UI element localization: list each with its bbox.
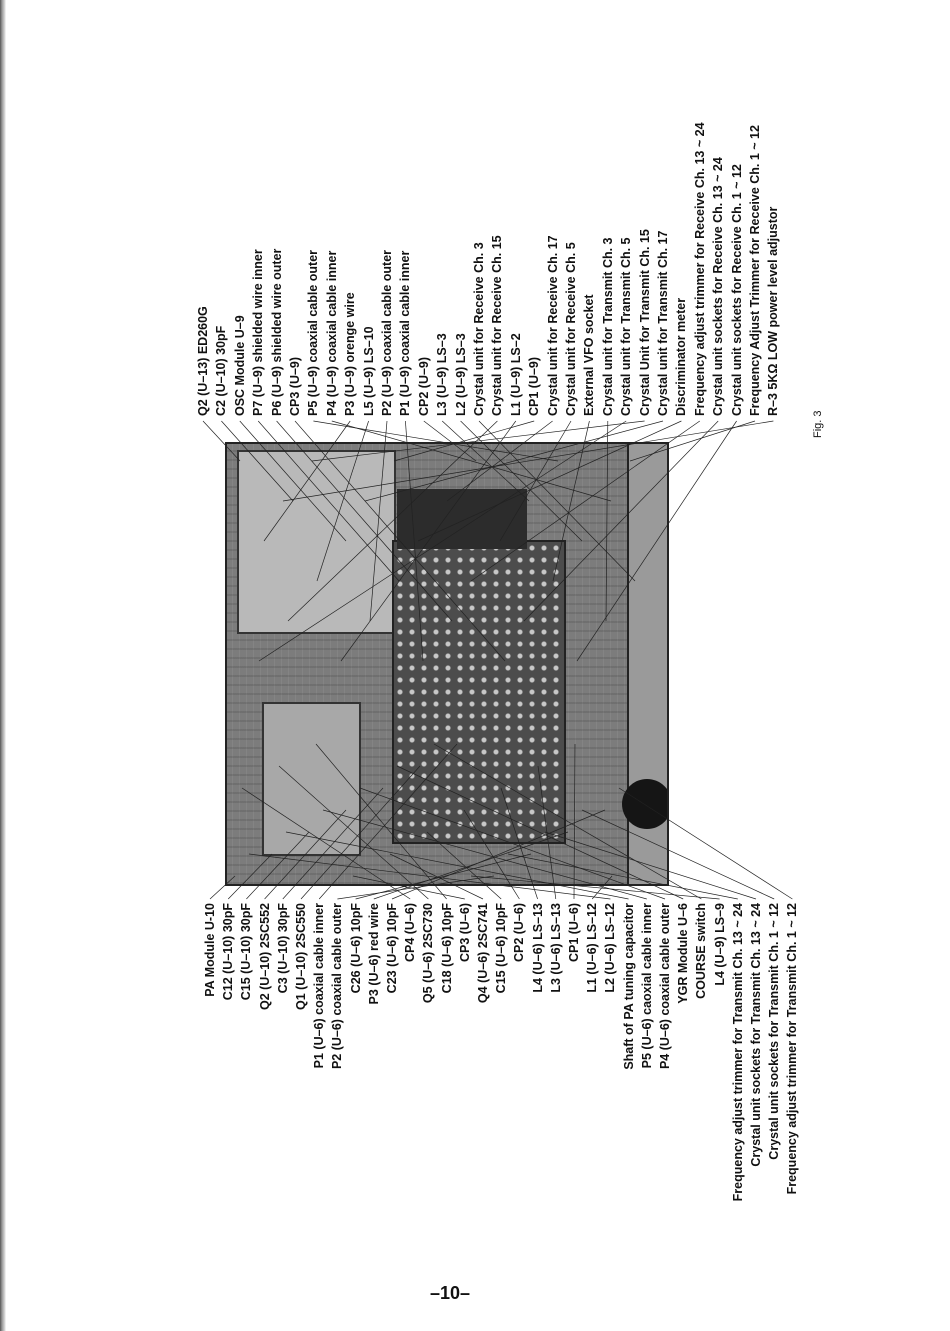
left-label: L2 (U–6) LS–12: [603, 903, 618, 993]
leader-line: [390, 854, 483, 899]
right-label: Discriminator meter: [674, 297, 689, 416]
leader-line: [574, 744, 575, 899]
leader-line: [365, 421, 663, 501]
right-label: L3 (U–9) LS–3: [435, 333, 450, 416]
right-label: C2 (U–10) 30pF: [214, 325, 229, 416]
page-number: –10–: [430, 1283, 471, 1303]
left-label: C15 (U–10) 30pF: [239, 903, 254, 1001]
right-label: P5 (U–9) coaxial cable outer: [306, 249, 321, 416]
right-label: Frequency adjust trimmer for Receive Ch. 13 ~ 24: [692, 122, 707, 416]
left-label: C18 (U–6) 10pF: [439, 903, 454, 994]
leader-line: [447, 421, 553, 501]
leader-line: [501, 788, 538, 899]
leader-line: [606, 421, 608, 621]
leader-line: [374, 832, 568, 899]
leader-line: [370, 421, 387, 621]
left-label: L4 (U–6) LS–13: [530, 903, 545, 993]
left-label: CP1 (U–6): [567, 903, 581, 963]
leader-line: [258, 421, 399, 581]
leader-line: [265, 810, 346, 899]
left-label: C15 (U–6) 10pF: [494, 903, 509, 994]
leader-line: [394, 421, 534, 461]
leader-line: [317, 421, 369, 581]
right-label: P3 (U–9) orenge wire: [343, 292, 358, 416]
right-label: L5 (U–9) LS–10: [361, 326, 376, 416]
right-label: Frequency Adjust Trimmer for Receive Ch. 1 ~ 12: [748, 125, 762, 416]
leader-line: [295, 421, 505, 661]
leader-line: [313, 421, 558, 461]
right-label: External VFO socket: [582, 294, 597, 416]
right-label: P6 (U–9) shielded wire outer: [269, 248, 284, 416]
right-label: Crystal unit for Transmit Ch. 17: [656, 230, 670, 416]
leader-line: [418, 421, 681, 541]
leader-line: [277, 421, 452, 621]
leader-line: [323, 810, 647, 899]
left-label: YGR Module U–6: [676, 903, 691, 1004]
left-label: P1 (U–6) coaxial cable inner: [312, 903, 327, 1069]
left-label: CP3 (U–6): [457, 903, 472, 963]
left-label: P2 (U–6) coaxial cable outer: [330, 903, 345, 1070]
right-label: Crystal unit sockets for Receive Ch. 1 ~ 12: [729, 164, 744, 416]
left-label: Q2 (U–10) 2SC552: [257, 903, 272, 1011]
right-label: P1 (U–9) coaxial cable inner: [398, 250, 413, 416]
leader-line: [500, 421, 571, 541]
left-label: L1 (U–6) LS–12: [585, 903, 600, 993]
right-label: Crystal unit for Receive Ch. 17: [545, 235, 560, 416]
left-label: COURSE switch: [694, 903, 709, 999]
leader-line: [246, 832, 309, 899]
right-label: CP2 (U–9): [416, 356, 431, 416]
leader-line: [259, 421, 626, 661]
left-label: Frequency adjust trimmer for Transmit Ch. 1 ~ 12: [785, 903, 800, 1195]
leader-line: [301, 766, 420, 899]
left-label: P4 (U–6) coaxial cable outer: [658, 903, 672, 1070]
figure-caption: Fig. 3: [812, 410, 824, 438]
right-label: Crystal unit for Transmit Ch. 3: [600, 237, 615, 416]
right-label: Crystal unit for Receive Ch. 3: [472, 242, 486, 416]
left-label: C12 (U–10) 30pF: [221, 903, 236, 1001]
right-label: P4 (U–9) coaxial cable inner: [324, 250, 339, 416]
leader-line: [240, 421, 346, 541]
right-label: P7 (U–9) shielded wire inner: [251, 249, 266, 416]
leader-line: [434, 744, 701, 899]
left-label: CP4 (U–6): [403, 903, 418, 963]
right-label: Crystal unit for Receive Ch. 5: [564, 242, 578, 416]
leader-line: [203, 421, 240, 461]
leader-line: [341, 421, 516, 661]
left-label: C3 (U–10) 30pF: [275, 903, 290, 994]
left-label: Q4 (U–6) 2SC741: [476, 903, 490, 1004]
right-label: Crystal unit for Transmit Ch. 5: [619, 237, 634, 416]
leader-line: [332, 421, 611, 501]
leader-line: [283, 421, 773, 501]
leader-line: [264, 421, 350, 541]
left-label: Shaft of PA tuning capacitor: [621, 903, 636, 1070]
right-label: Crystal unit sockets for Receive Ch. 13 ~ 24: [711, 157, 726, 416]
right-label: Crystal Unit for Transmit Ch. 15: [637, 229, 652, 416]
leader-line: [319, 744, 457, 899]
right-label: Crystal unit for Receive Ch. 15: [490, 235, 505, 416]
left-label: CP2 (U–6): [512, 903, 527, 963]
left-label: Crystal unit sockets for Transmit Ch. 1 ~ 12: [767, 903, 782, 1160]
leader-line: [577, 421, 737, 661]
left-label: C26 (U–6) 10pF: [348, 903, 363, 994]
left-label: L4 (U–9) LS–9: [712, 903, 727, 986]
left-label: Q1 (U–10) 2SC550: [294, 903, 308, 1011]
right-label: R–3 5KΩ LOW power level adjustor: [766, 206, 781, 416]
right-label: OSC Module U–9: [232, 315, 247, 416]
right-label: CP3 (U–9): [288, 356, 302, 416]
right-label: CP1 (U–9): [527, 356, 542, 416]
left-label: L3 (U–6) LS–13: [548, 903, 563, 993]
leader-line: [619, 788, 792, 899]
left-label: C23 (U–6) 10pF: [385, 903, 399, 994]
left-label: PA Module U-10: [203, 903, 217, 997]
leader-line: [356, 854, 531, 899]
left-label: Crystal unit sockets for Transmit Ch. 13 ~ 24: [749, 903, 763, 1167]
left-label: P3 (U–6) red wire: [366, 903, 381, 1005]
leader-line: [221, 421, 293, 501]
left-label: P5 (U–6) caoxial cable inner: [639, 903, 654, 1069]
left-label: Q5 (U–6) 2SC730: [421, 903, 436, 1004]
right-label: P2 (U–9) coaxial cable outer: [380, 249, 394, 416]
leader-line: [360, 788, 665, 899]
right-label: L1 (U–9) LS–2: [508, 333, 523, 416]
right-label: Q2 (U–13) ED260G: [196, 306, 210, 416]
leader-line: [553, 421, 589, 581]
left-label: Frequency adjust trimmer for Transmit Ch. 13 ~ 24: [730, 903, 745, 1202]
right-label: L2 (U–9) LS–3: [453, 333, 468, 416]
